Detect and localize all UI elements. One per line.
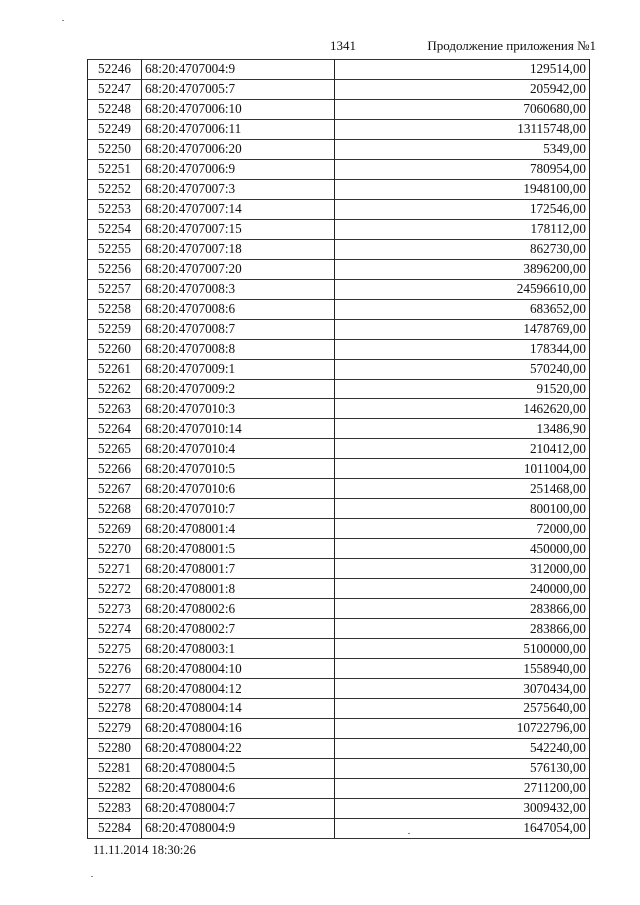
cadastral-value: 450000,00 (335, 539, 590, 559)
cadastral-value: 2575640,00 (335, 699, 590, 719)
row-number: 52261 (88, 359, 142, 379)
table-row (88, 239, 590, 259)
row-number: 52265 (88, 439, 142, 459)
table-row (88, 579, 590, 599)
cadastral-number: 68:20:4707006:20 (142, 139, 335, 159)
table-row (88, 758, 590, 778)
cadastral-number: 68:20:4707010:3 (142, 399, 335, 419)
table-row (88, 479, 590, 499)
table-row (88, 379, 590, 399)
scan-speck (62, 20, 64, 21)
table-row (88, 219, 590, 239)
row-number: 52283 (88, 798, 142, 818)
table-row (88, 79, 590, 99)
row-number: 52252 (88, 179, 142, 199)
cadastral-number: 68:20:4708004:22 (142, 738, 335, 758)
cadastral-value: 283866,00 (335, 619, 590, 639)
cadastral-number: 68:20:4707007:20 (142, 259, 335, 279)
row-number: 52248 (88, 99, 142, 119)
table-row (88, 399, 590, 419)
cadastral-value: 1647054,00 (335, 818, 590, 838)
row-number: 52251 (88, 159, 142, 179)
cadastral-number: 68:20:4707010:4 (142, 439, 335, 459)
cadastral-number: 68:20:4708003:1 (142, 639, 335, 659)
cadastral-value: 3070434,00 (335, 679, 590, 699)
cadastral-number: 68:20:4708004:6 (142, 778, 335, 798)
cadastral-value: 13115748,00 (335, 119, 590, 139)
scan-speck (408, 833, 410, 834)
table-row (88, 539, 590, 559)
cadastral-number: 68:20:4708001:7 (142, 559, 335, 579)
cadastral-number: 68:20:4707006:11 (142, 119, 335, 139)
cadastral-value: 1462620,00 (335, 399, 590, 419)
cadastral-value: 129514,00 (335, 60, 590, 80)
cadastral-number: 68:20:4707010:14 (142, 419, 335, 439)
row-number: 52250 (88, 139, 142, 159)
cadastral-value: 683652,00 (335, 299, 590, 319)
appendix-continuation-title: Продолжение приложения №1 (427, 38, 596, 53)
cadastral-number: 68:20:4708001:4 (142, 519, 335, 539)
cadastral-value: 800100,00 (335, 499, 590, 519)
row-number: 52256 (88, 259, 142, 279)
scan-speck (91, 876, 93, 877)
table-row (88, 139, 590, 159)
row-number: 52247 (88, 79, 142, 99)
table-row (88, 359, 590, 379)
table-row (88, 419, 590, 439)
cadastral-value: 172546,00 (335, 199, 590, 219)
cadastral-number: 68:20:4707010:6 (142, 479, 335, 499)
cadastral-value: 780954,00 (335, 159, 590, 179)
row-number: 52279 (88, 718, 142, 738)
cadastral-number: 68:20:4708004:14 (142, 699, 335, 719)
table-row (88, 179, 590, 199)
row-number: 52275 (88, 639, 142, 659)
table-row (88, 659, 590, 679)
cadastral-value: 1558940,00 (335, 659, 590, 679)
cadastral-number: 68:20:4707007:3 (142, 179, 335, 199)
table-row (88, 499, 590, 519)
cadastral-value: 178344,00 (335, 339, 590, 359)
row-number: 52264 (88, 419, 142, 439)
table-row (88, 299, 590, 319)
table-row (88, 738, 590, 758)
cadastral-number: 68:20:4707005:7 (142, 79, 335, 99)
cadastral-number: 68:20:4708004:10 (142, 659, 335, 679)
cadastral-number: 68:20:4707008:6 (142, 299, 335, 319)
table-row (88, 259, 590, 279)
row-number: 52260 (88, 339, 142, 359)
cadastral-number: 68:20:4708001:5 (142, 539, 335, 559)
table-row (88, 519, 590, 539)
cadastral-number: 68:20:4707007:14 (142, 199, 335, 219)
cadastral-value: 576130,00 (335, 758, 590, 778)
cadastral-value-table (87, 59, 590, 839)
table-row (88, 319, 590, 339)
table-row (88, 159, 590, 179)
cadastral-number: 68:20:4707006:10 (142, 99, 335, 119)
row-number: 52262 (88, 379, 142, 399)
cadastral-value: 91520,00 (335, 379, 590, 399)
row-number: 52280 (88, 738, 142, 758)
row-number: 52282 (88, 778, 142, 798)
table-row (88, 718, 590, 738)
cadastral-value: 5100000,00 (335, 639, 590, 659)
page-header (0, 36, 640, 56)
table-row (88, 818, 590, 838)
table-row (88, 798, 590, 818)
row-number: 52254 (88, 219, 142, 239)
table-row (88, 599, 590, 619)
cadastral-value: 10722796,00 (335, 718, 590, 738)
row-number: 52257 (88, 279, 142, 299)
row-number: 52278 (88, 699, 142, 719)
cadastral-number: 68:20:4707006:9 (142, 159, 335, 179)
table-row (88, 619, 590, 639)
page-number: 1341 (330, 38, 356, 53)
cadastral-value: 178112,00 (335, 219, 590, 239)
table-row (88, 279, 590, 299)
table-row (88, 679, 590, 699)
row-number: 52268 (88, 499, 142, 519)
cadastral-number: 68:20:4708004:12 (142, 679, 335, 699)
print-timestamp: 11.11.2014 18:30:26 (93, 843, 196, 857)
cadastral-number: 68:20:4707007:15 (142, 219, 335, 239)
cadastral-value: 1948100,00 (335, 179, 590, 199)
row-number: 52266 (88, 459, 142, 479)
table-row (88, 119, 590, 139)
cadastral-number: 68:20:4708004:9 (142, 818, 335, 838)
cadastral-value: 862730,00 (335, 239, 590, 259)
row-number: 52249 (88, 119, 142, 139)
cadastral-number: 68:20:4708002:7 (142, 619, 335, 639)
row-number: 52246 (88, 60, 142, 80)
cadastral-value: 251468,00 (335, 479, 590, 499)
row-number: 52273 (88, 599, 142, 619)
row-number: 52258 (88, 299, 142, 319)
table-row (88, 339, 590, 359)
cadastral-number: 68:20:4707009:1 (142, 359, 335, 379)
cadastral-number: 68:20:4708004:5 (142, 758, 335, 778)
row-number: 52284 (88, 818, 142, 838)
row-number: 52263 (88, 399, 142, 419)
table-row (88, 639, 590, 659)
cadastral-number: 68:20:4708004:7 (142, 798, 335, 818)
cadastral-number: 68:20:4708001:8 (142, 579, 335, 599)
cadastral-value: 542240,00 (335, 738, 590, 758)
cadastral-value: 3009432,00 (335, 798, 590, 818)
row-number: 52255 (88, 239, 142, 259)
cadastral-number: 68:20:4708004:16 (142, 718, 335, 738)
cadastral-value: 13486,90 (335, 419, 590, 439)
cadastral-value: 2711200,00 (335, 778, 590, 798)
cadastral-number: 68:20:4707010:5 (142, 459, 335, 479)
cadastral-value: 283866,00 (335, 599, 590, 619)
table-row (88, 99, 590, 119)
cadastral-value: 240000,00 (335, 579, 590, 599)
row-number: 52281 (88, 758, 142, 778)
row-number: 52259 (88, 319, 142, 339)
table-row (88, 559, 590, 579)
cadastral-value: 1011004,00 (335, 459, 590, 479)
table-row (88, 459, 590, 479)
cadastral-number: 68:20:4707010:7 (142, 499, 335, 519)
cadastral-value: 570240,00 (335, 359, 590, 379)
table-row (88, 199, 590, 219)
cadastral-value: 72000,00 (335, 519, 590, 539)
cadastral-value: 5349,00 (335, 139, 590, 159)
cadastral-value: 1478769,00 (335, 319, 590, 339)
row-number: 52267 (88, 479, 142, 499)
table-row (88, 778, 590, 798)
cadastral-value: 205942,00 (335, 79, 590, 99)
row-number: 52277 (88, 679, 142, 699)
cadastral-value: 24596610,00 (335, 279, 590, 299)
cadastral-value: 312000,00 (335, 559, 590, 579)
cadastral-number: 68:20:4707008:3 (142, 279, 335, 299)
cadastral-number: 68:20:4707008:7 (142, 319, 335, 339)
row-number: 52270 (88, 539, 142, 559)
cadastral-value: 3896200,00 (335, 259, 590, 279)
row-number: 52274 (88, 619, 142, 639)
cadastral-number: 68:20:4707004:9 (142, 60, 335, 80)
row-number: 52269 (88, 519, 142, 539)
row-number: 52271 (88, 559, 142, 579)
row-number: 52276 (88, 659, 142, 679)
cadastral-number: 68:20:4708002:6 (142, 599, 335, 619)
table-row (88, 60, 590, 80)
table-row (88, 699, 590, 719)
cadastral-value: 7060680,00 (335, 99, 590, 119)
cadastral-number: 68:20:4707008:8 (142, 339, 335, 359)
table-body (88, 60, 590, 839)
cadastral-number: 68:20:4707009:2 (142, 379, 335, 399)
table-row (88, 439, 590, 459)
row-number: 52253 (88, 199, 142, 219)
row-number: 52272 (88, 579, 142, 599)
cadastral-number: 68:20:4707007:18 (142, 239, 335, 259)
cadastral-value: 210412,00 (335, 439, 590, 459)
